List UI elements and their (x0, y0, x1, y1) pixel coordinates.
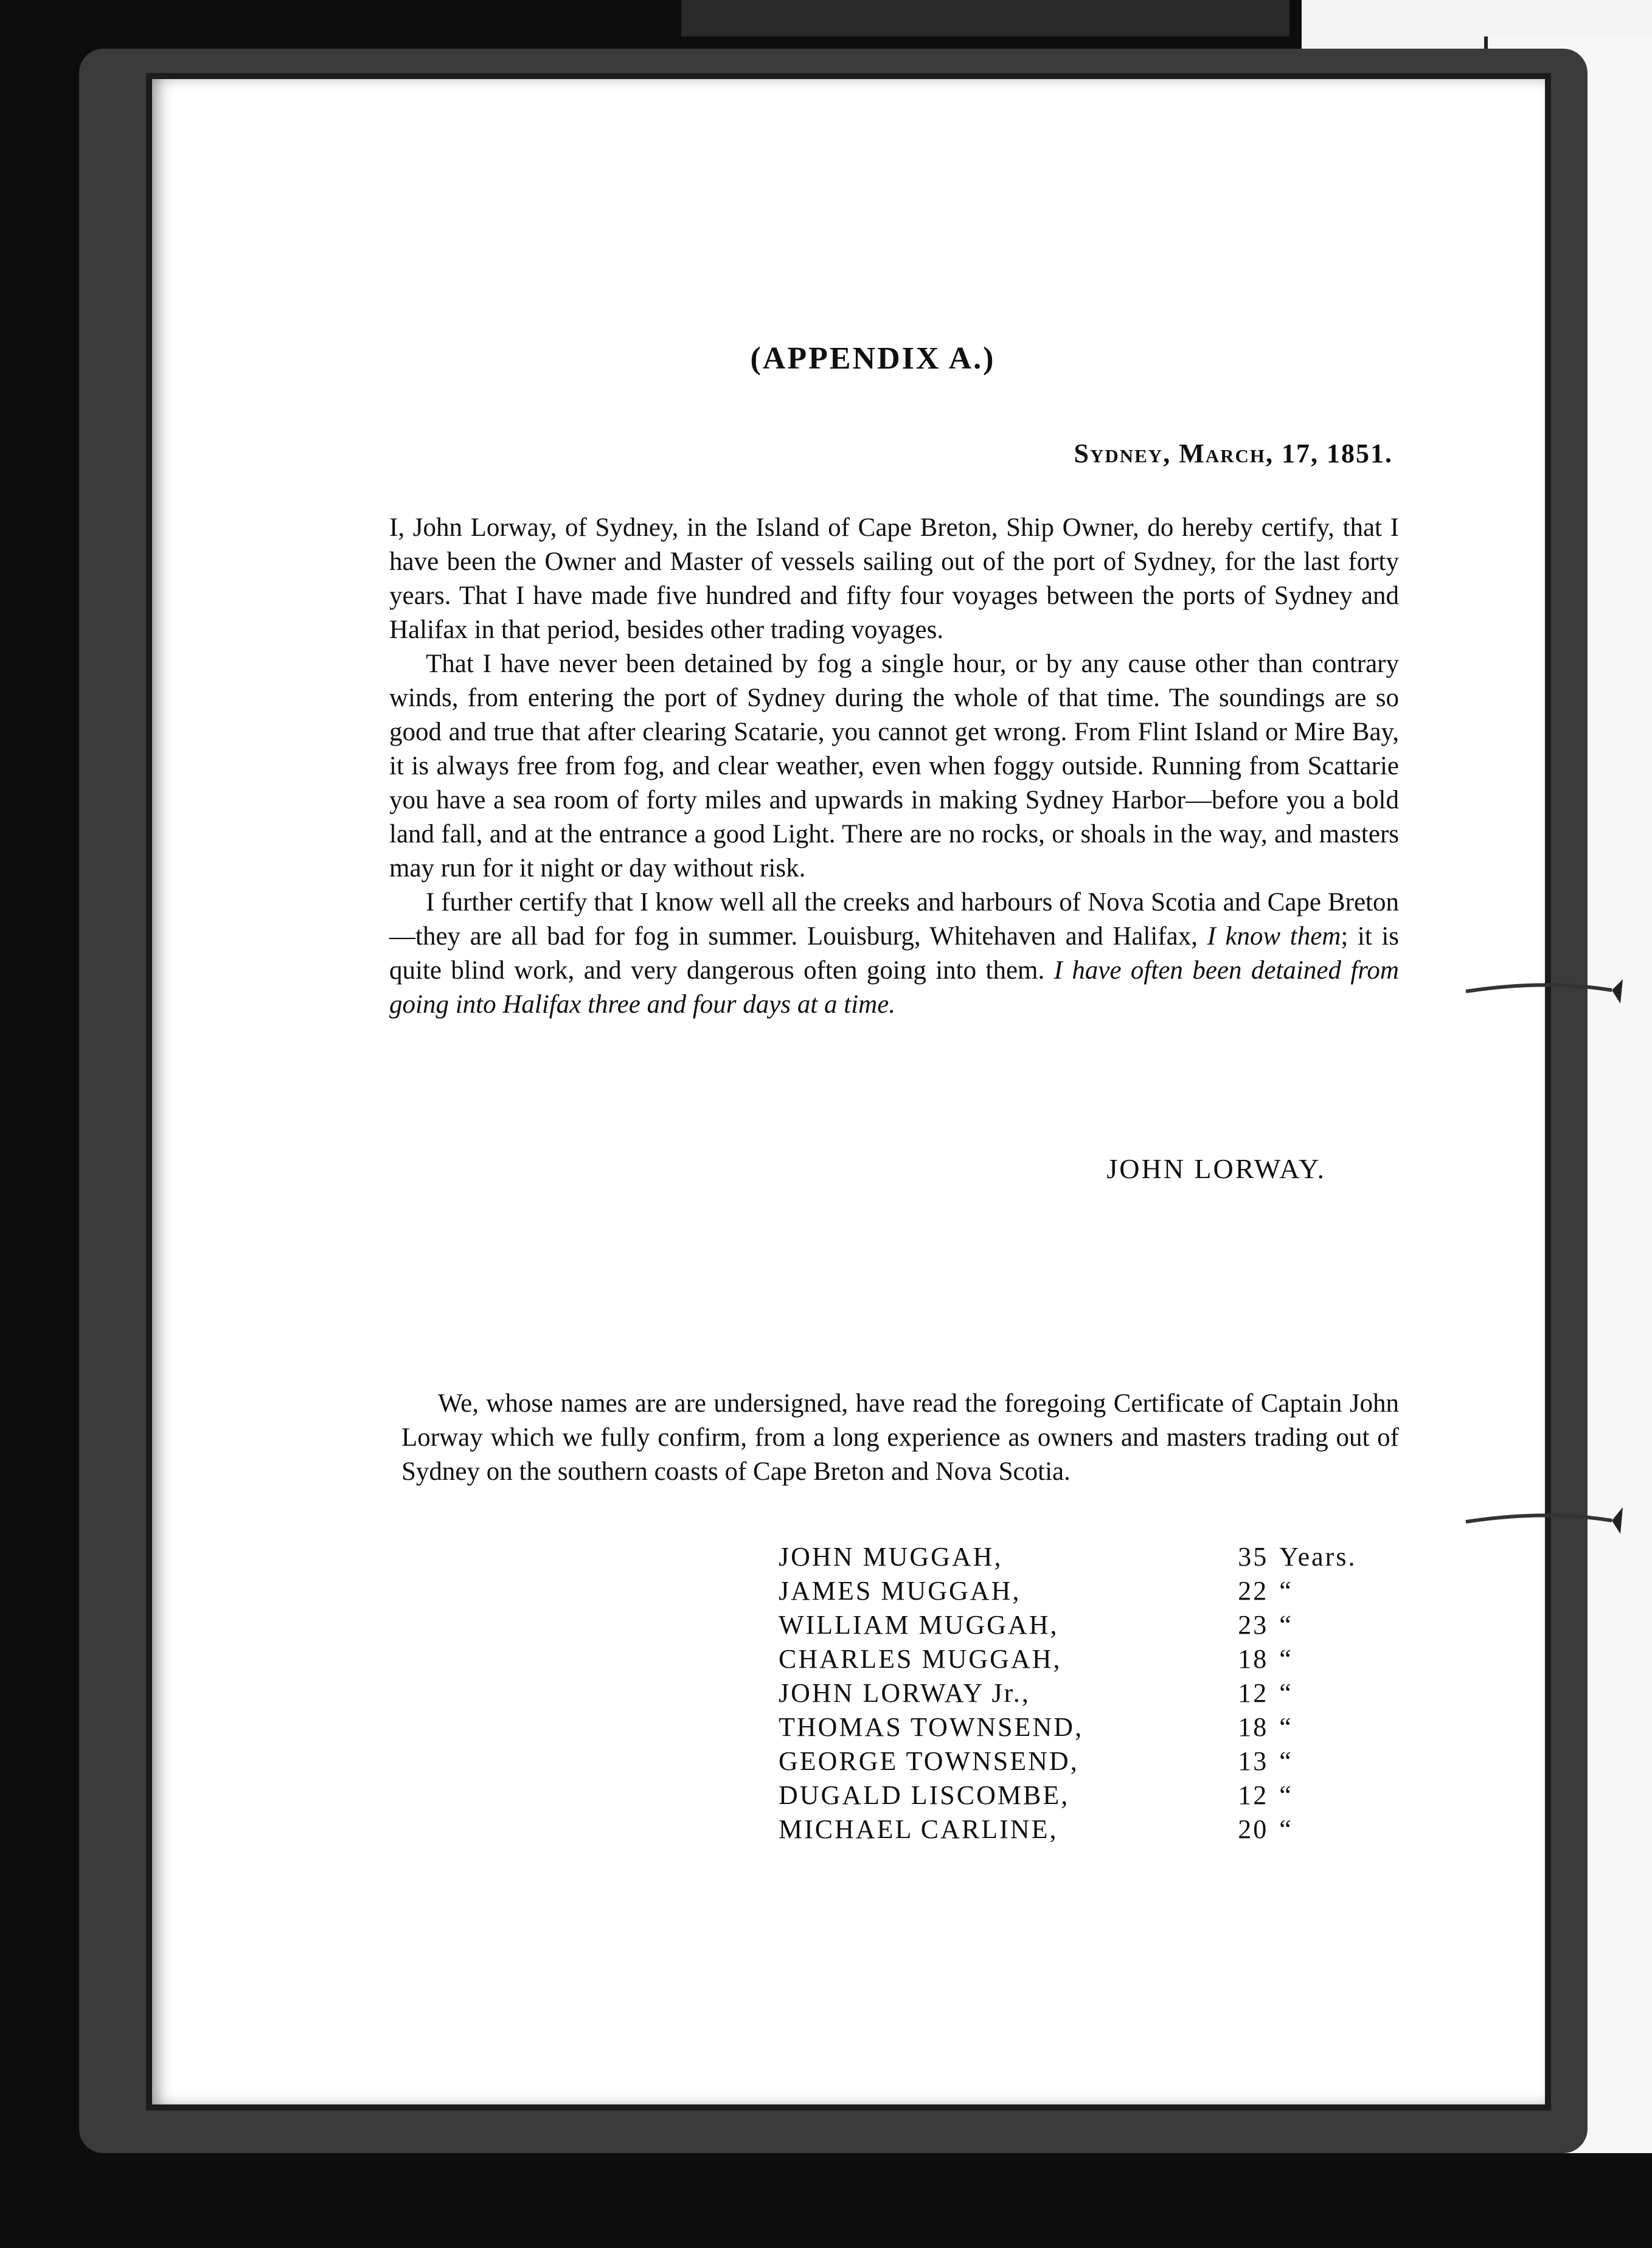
certificate-paragraph-2: That I have never been detained by fog a single hour, or by any cause other than contrary winds, from entering the port of Sydney during the whole of that time. The soundings are so good and true that after clearing Scatarie, you cannot get wrong. From Flint Island or Mire Bay, it is always free from fog, and clear weather, even when foggy outside. Running from Scattarie you have a sea room of forty miles and upwards in making Sydney Harbor—before you a bold land fall, and at the entrance a good Light. There are no rocks, or shoals in the way, and masters may run for it night or day without risk. (389, 650, 1399, 883)
signatory-name: JOHN LORWAY Jr., (779, 1678, 1030, 1708)
signatory-years: 13 (1238, 1746, 1269, 1776)
signatory-name: CHARLES MUGGAH, (779, 1644, 1062, 1674)
signatory-name: WILLIAM MUGGAH, (779, 1610, 1059, 1640)
signatory-row (779, 1710, 1387, 1744)
paragraph-3-text-b: ; it is quite blind work, and very dangerous often going into them. (389, 922, 1400, 985)
signatory-name: GEORGE TOWNSEND, (779, 1746, 1079, 1776)
signatory-years: 22 (1238, 1576, 1269, 1606)
signatory-name: THOMAS TOWNSEND, (779, 1712, 1084, 1742)
scan-background-top (681, 0, 1289, 36)
signatory-list (779, 1540, 1387, 1847)
signatory-row (779, 1778, 1387, 1813)
signatory-unit: “ (1279, 1712, 1293, 1742)
signatory-name: JAMES MUGGAH, (779, 1576, 1021, 1606)
certificate-paragraph-1: I, John Lorway, of Sydney, in the Island of Cape Breton, Ship Owner, do hereby certify, that I have been the Owner and Master of vessels sailing out of the port of Sydney, for the last forty years. That I have made five hundred and fifty four voyages between the ports of Sydney and Halifax in that period, besides other trading voyages. (389, 513, 1399, 644)
signatory-row (779, 1540, 1387, 1574)
signatory-years: 20 (1238, 1814, 1269, 1844)
page-content (146, 73, 1551, 2111)
signatory-unit: “ (1279, 1746, 1293, 1776)
confirmation-block (401, 1387, 1399, 1489)
signatory-row (779, 1676, 1387, 1710)
certificate-signature: JOHN LORWAY. (1106, 1153, 1326, 1184)
signatory-years: 12 (1238, 1780, 1269, 1810)
paragraph-3-italic-a: I know them (1207, 922, 1341, 951)
signatory-years: 35 (1238, 1542, 1269, 1572)
certificate-paragraph-3 (389, 886, 1399, 1022)
confirmation-text: We, whose names are are undersigned, have read the foregoing Certificate of Captain John Lorway which we fully confirm, from a long experience as owners and masters trading out of Sydney on the southern coasts of Cape Breton and Nova Scotia. (401, 1389, 1399, 1486)
signatory-unit: “ (1279, 1780, 1293, 1810)
signatory-years: 23 (1238, 1610, 1269, 1640)
appendix-heading: (APPENDIX A.) (750, 341, 996, 376)
signatory-unit: “ (1279, 1814, 1293, 1844)
binding-clip-icon (1460, 1502, 1630, 1539)
signatory-unit: “ (1279, 1678, 1293, 1708)
signatory-row (779, 1813, 1387, 1847)
signatory-row (779, 1744, 1387, 1778)
certificate-body (389, 511, 1399, 1022)
binding-clip-icon (1460, 973, 1630, 1010)
signatory-row (779, 1642, 1387, 1676)
signatory-unit: “ (1279, 1610, 1293, 1640)
signatory-row (779, 1608, 1387, 1642)
signatory-years: 18 (1238, 1712, 1269, 1742)
signatory-years: 12 (1238, 1678, 1269, 1708)
signatory-row (779, 1574, 1387, 1608)
signatory-name: DUGALD LISCOMBE, (779, 1780, 1070, 1810)
signatory-years: 18 (1238, 1644, 1269, 1674)
signatory-unit: “ (1279, 1576, 1293, 1606)
paragraph-3-italic-b: I have often been detained from going into Halifax three and four days at a time. (389, 956, 1399, 1019)
signatory-name: MICHAEL CARLINE, (779, 1814, 1058, 1844)
signatory-unit: “ (1279, 1644, 1293, 1674)
dateline: Sydney, March, 17, 1851. (1074, 439, 1393, 468)
document-page (146, 73, 1551, 2111)
signatory-unit: Years. (1279, 1542, 1357, 1572)
paragraph-3-text-a: I further certify that I know well all the creeks and harbours of Nova Scotia and Cape Breton—they are all bad for fog in summer. Louisburg, Whitehaven and Halifax, (389, 888, 1399, 951)
signatory-name: JOHN MUGGAH, (779, 1542, 1003, 1572)
